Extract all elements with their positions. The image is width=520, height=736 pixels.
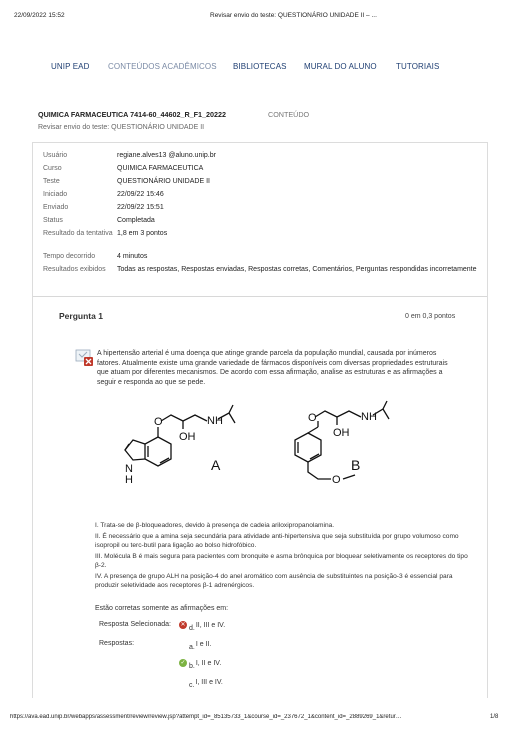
nav-item-conteudos[interactable]: CONTEÚDOS ACADÊMICOS xyxy=(108,62,217,71)
svg-text:OH: OH xyxy=(333,427,350,439)
selected-answer: ✕ d.II, III e IV. xyxy=(180,621,226,632)
tab-conteudo[interactable]: CONTEÚDO xyxy=(268,110,310,119)
statement-iii: III. Molécula B é mais segura para pacientes com bronquite e asma brônquica por bloquear seletivamente os receptores do tipo β-2. xyxy=(95,553,468,570)
nav-item-tutoriais[interactable]: TUTORIAIS xyxy=(396,62,440,71)
svg-text:NH: NH xyxy=(207,415,223,427)
info-label: Enviado xyxy=(43,204,69,211)
question-prompt: Estão corretas somente as afirmações em: xyxy=(95,605,229,612)
svg-text:NH: NH xyxy=(361,411,377,423)
info-value: QUIMICA FARMACEUTICA xyxy=(117,165,204,172)
structure-b-label: B xyxy=(351,457,361,473)
svg-text:O: O xyxy=(154,416,163,428)
svg-text:N: N xyxy=(125,463,133,475)
info-value: regiane.alves13 @aluno.unip.br xyxy=(117,152,216,159)
answer-option-b: ✓ b.I, II e IV. xyxy=(180,659,222,670)
print-footer xyxy=(0,714,520,724)
nav-item-unip-ead[interactable]: UNIP EAD xyxy=(51,62,90,71)
statement-ii: II. É necessário que a amina seja secundária para atividade anti-hipertensiva que seja substituída por grupo volumoso como isopropil ou terc-butil para ligação ao bolso hidrofóbico. xyxy=(95,533,459,550)
svg-text:OH: OH xyxy=(179,431,196,443)
selected-answer-label: Resposta Selecionada: xyxy=(99,621,171,628)
info-label: Status xyxy=(43,217,63,224)
question-title: Pergunta 1 xyxy=(59,311,103,321)
print-header xyxy=(0,12,520,22)
print-url: https://ava.ead.unip.br/webapps/assessment/review/review.jsp?attempt_id=_85135733_1&course_id=_237672_1&content_id=_2889269_1&retur… xyxy=(10,714,402,720)
course-name[interactable]: QUIMICA FARMACEUTICA 7414-60_44602_R_F1_20222 xyxy=(38,110,227,119)
print-date: 22/09/2022 15:52 xyxy=(14,12,65,19)
info-value: Todas as respostas, Respostas enviadas, Respostas corretas, Comentários, Perguntas respondidas incorretamente xyxy=(117,266,477,273)
answer-option-c: c.I, III e IV. xyxy=(189,678,223,689)
question-text: A hipertensão arterial é uma doença que atinge grande parcela da população mundial, causada por inúmeros fatores. Atualmente existe uma grande variedade de fármacos disponíveis com diversas propriedades estruturais que atuam por diferentes mecanismos. De acordo com essa afirmação, analise as estruturas e as afirmações a seguir e responda ao que se pede. xyxy=(97,350,448,386)
correct-icon: ✓ xyxy=(180,660,186,666)
info-label: Usuário xyxy=(43,152,68,159)
print-title: Revisar envio do teste: QUESTIONÁRIO UNIDADE II – ... xyxy=(210,12,377,19)
info-value: 22/09/22 15:46 xyxy=(117,191,164,198)
info-value: 1,8 em 3 pontos xyxy=(117,230,168,237)
nav-item-mural[interactable]: MURAL DO ALUNO xyxy=(304,62,377,71)
answer-option-a: a.I e II. xyxy=(189,640,212,651)
info-label: Resultados exibidos xyxy=(43,266,106,273)
statement-i: I. Trata-se de β-bloqueadores, devido à presença de cadeia ariloxipropanolamina. xyxy=(95,522,335,529)
svg-text:H: H xyxy=(125,474,133,486)
info-label: Teste xyxy=(43,178,60,185)
info-label: Curso xyxy=(43,165,62,172)
info-value: QUESTIONÁRIO UNIDADE II xyxy=(117,178,210,185)
info-label: Resultado da tentativa xyxy=(43,230,113,237)
incorrect-answer-icon xyxy=(75,349,95,367)
info-label: Iniciado xyxy=(43,191,68,198)
nav-item-bibliotecas[interactable]: BIBLIOTECAS xyxy=(233,62,287,71)
wrong-icon: ✕ xyxy=(180,622,186,628)
chemical-structures xyxy=(103,397,403,497)
answers-label: Respostas: xyxy=(99,640,135,647)
statement-iv: IV. A presença de grupo ALH na posição-4 do anel aromático com ausência de substituintes na posição-3 é essencial para produzir seletividade aos receptores β-1 adrenérgicos. xyxy=(95,573,453,590)
print-page-number: 1/8 xyxy=(490,714,499,720)
info-label: Tempo decorrido xyxy=(43,253,96,260)
info-value: Completada xyxy=(117,217,155,224)
info-value: 22/09/22 15:51 xyxy=(117,204,164,211)
question-panel xyxy=(33,296,487,698)
question-score: 0 em 0,3 pontos xyxy=(405,313,456,320)
top-nav xyxy=(0,62,520,74)
structure-a-label: A xyxy=(211,457,221,473)
page-title: Revisar envio do teste: QUESTIONÁRIO UNIDADE II xyxy=(38,124,205,131)
info-value: 4 minutos xyxy=(117,253,148,260)
svg-text:O: O xyxy=(308,412,317,424)
svg-text:O: O xyxy=(332,474,341,486)
